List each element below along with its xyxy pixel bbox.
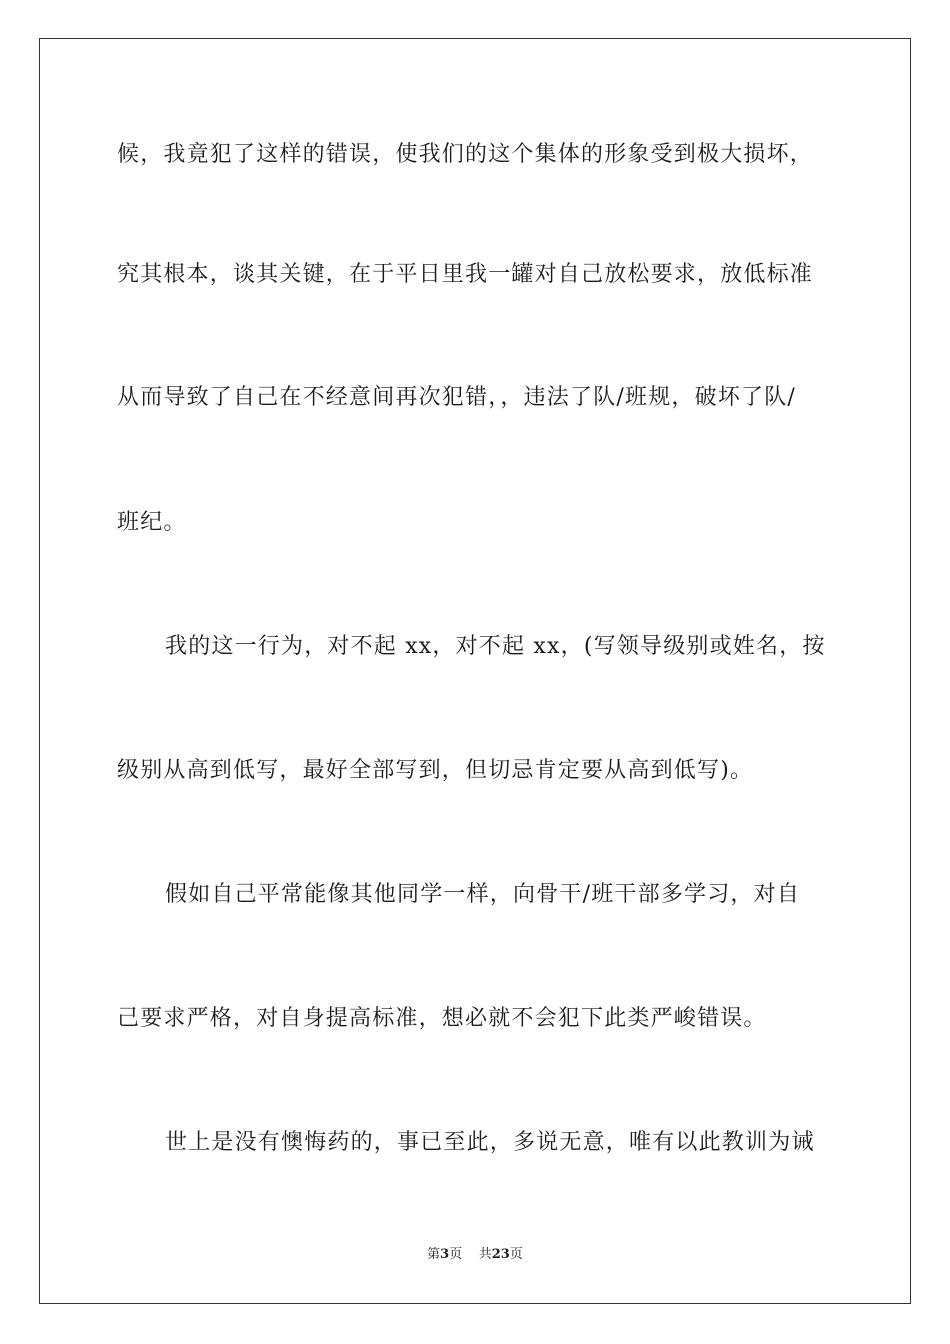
body-text-line: 从而导致了自己在不经意间再次犯错，，违法了队/班规，破坏了队/: [117, 385, 797, 410]
body-text-line: 班纪。: [117, 510, 187, 535]
total-suffix: 页: [509, 1247, 523, 1262]
body-text-line: 究其根本，谈其关键，在于平日里我一罐对自己放松要求，放低标准: [117, 262, 814, 287]
page-suffix: 页: [449, 1247, 463, 1262]
total-prefix: 共: [478, 1247, 492, 1262]
body-text-line: 候，我竟犯了这样的错误，使我们的这个集体的形象受到极大损坏，: [117, 142, 814, 167]
paragraph-first-line: 我的这一行为，对不起 xx，对不起 xx，(写领导级别或姓名，按: [165, 634, 826, 659]
page-border: [39, 38, 911, 1304]
total-pages: 23: [491, 1247, 510, 1262]
page-number: 3: [440, 1247, 450, 1262]
page-footer: [0, 1246, 950, 1264]
body-text-line: 级别从高到低写，最好全部写到，但切忌肯定要从高到低写)。: [117, 758, 754, 783]
paragraph-first-line: 假如自己平常能像其他同学一样，向骨干/班干部多学习，对自: [165, 882, 801, 907]
page-prefix: 第: [427, 1247, 441, 1262]
paragraph-first-line: 世上是没有懊悔药的，事已至此，多说无意，唯有以此教训为诫: [165, 1130, 815, 1155]
body-text-line: 己要求严格，对自身提高标准，想必就不会犯下此类严峻错误。: [117, 1006, 767, 1031]
